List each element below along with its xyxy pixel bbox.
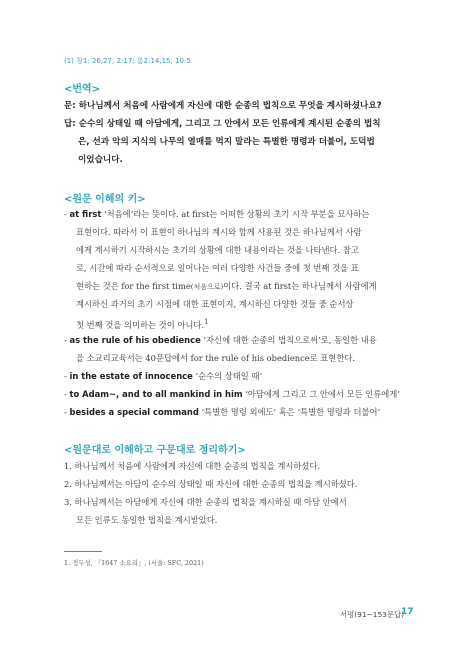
key-text: 계시하신 과거의 초기 시점에 대한 표현이지, 계시하신 다양한 것들 중 순서상: [76, 299, 354, 309]
summary-block: [64, 457, 414, 529]
key-text: ‘특별한 명령 외에도’ 혹은 ‘특별한 명령과 더불어’: [201, 407, 381, 417]
key-term: to Adam~, and to all mankind in him: [69, 389, 243, 399]
key-item: - in the estate of innocence ‘순수의 상태일 때’: [64, 371, 263, 381]
answer-line: 답: 순수의 상태일 때 아담에게, 그리고 그 안에서 모든 인류에게 계시된 순종의 법칙: [64, 119, 381, 129]
translation-block: [64, 97, 414, 169]
key-text: [64, 313, 414, 331]
key-item: - at first ‘처음에’라는 뜻이다. at first는 어떠한 상황의 초기 시작 부분을 묘사하는: [64, 209, 370, 219]
summary-line: 1. 하나님께서 처음에 사람에게 자신에 대한 순종의 법칙을 계시하셨다.: [64, 461, 321, 471]
key-text: 에게 계시하기 시작하시는 초기의 상황에 대한 내용이라는 것을 나타낸다. 참고: [76, 245, 359, 255]
key-text: 표현이다. 따라서 이 표현이 하나님의 계시와 함께 사용된 것은 하나님께서 사람: [76, 227, 362, 237]
scripture-references: (1) 창1: 26,27; 2:17; 롬2:14,15; 10:5.: [64, 57, 194, 65]
key-term: besides a special command: [69, 407, 199, 417]
key-term: as the rule of his obedience: [69, 335, 201, 345]
key-text: 을 소교리교육서는 40문답에서 for the rule of his obedience로 표현한다.: [76, 353, 355, 363]
key-item: - as the rule of his obedience ‘자신에 대한 순종의 법칙으로써’로, 동일한 내용: [64, 335, 377, 345]
key-text-gloss: (처음으로): [190, 283, 224, 291]
key-text: [64, 277, 414, 295]
key-text-part: 첫 번째 것을 의미하는 것이 아니다.: [76, 319, 205, 330]
key-text: ‘아담에게 그리고 그 안에서 모든 인류에게’: [245, 389, 400, 399]
question-line: 문: 하나님께서 처음에 사람에게 자신에 대한 순종의 법칙으로 무엇을 계시하셨나요?: [64, 101, 382, 111]
key-text: ‘처음에’라는 뜻이다. at first는 어떠한 상황의 초기 시작 부분을 묘사하는: [104, 209, 370, 219]
key-term: at first: [69, 209, 102, 219]
key-text: ‘자신에 대한 순종의 법칙으로써’로, 동일한 내용: [203, 335, 377, 345]
keys-block: [64, 205, 414, 421]
footnote-marker: 1: [204, 318, 209, 326]
page-number: 17: [401, 607, 414, 617]
key-term: in the estate of innocence: [69, 371, 193, 381]
key-item: - to Adam~, and to all mankind in him ‘아담에게 그리고 그 안에서 모든 인류에게’: [64, 389, 400, 399]
summary-line: 2. 하나님께서는 아담이 순수의 상태일 때 자신에 대한 순종의 법칙을 계시하셨다.: [64, 479, 358, 489]
key-text-part: 이다. 결국 at first는 하나님께서 사람에게: [223, 281, 377, 291]
translation-heading: <번역>: [64, 84, 101, 95]
key-text-part: 현하는 것은 for the first time: [76, 281, 191, 291]
key-text: 로, 시간에 따라 순서적으로 일어나는 여러 다양한 사건들 중에 첫 번째 것을 표: [76, 263, 359, 273]
running-footer: 서평(91~153문답): [340, 610, 405, 619]
key-item: - besides a special command ‘특별한 명령 외에도’ 혹은 ‘특별한 명령과 더불어’: [64, 407, 381, 417]
answer-line: 은, 선과 악의 지식의 나무의 열매를 먹지 말라는 특별한 명령과 더불어, 도덕법: [78, 137, 375, 147]
answer-line: 이었습니다.: [78, 155, 123, 165]
summary-heading: <원문대로 이해하고 구문대로 정리하기>: [64, 445, 246, 456]
footnote-divider: [64, 551, 102, 552]
key-text: ‘순수의 상태일 때’: [195, 371, 263, 381]
keys-heading: <원문 이해의 키>: [64, 194, 146, 205]
summary-line: 모든 인류도 동일한 법칙을 계시받았다.: [76, 515, 218, 525]
summary-line: 3. 하나님께서는 아담에게 자신에 대한 순종의 법칙을 계시하실 때 아담 안에서: [64, 497, 347, 507]
footnote: 1. 정두성, 『1647 소요리』, (서울: SFC, 2021): [64, 559, 204, 567]
